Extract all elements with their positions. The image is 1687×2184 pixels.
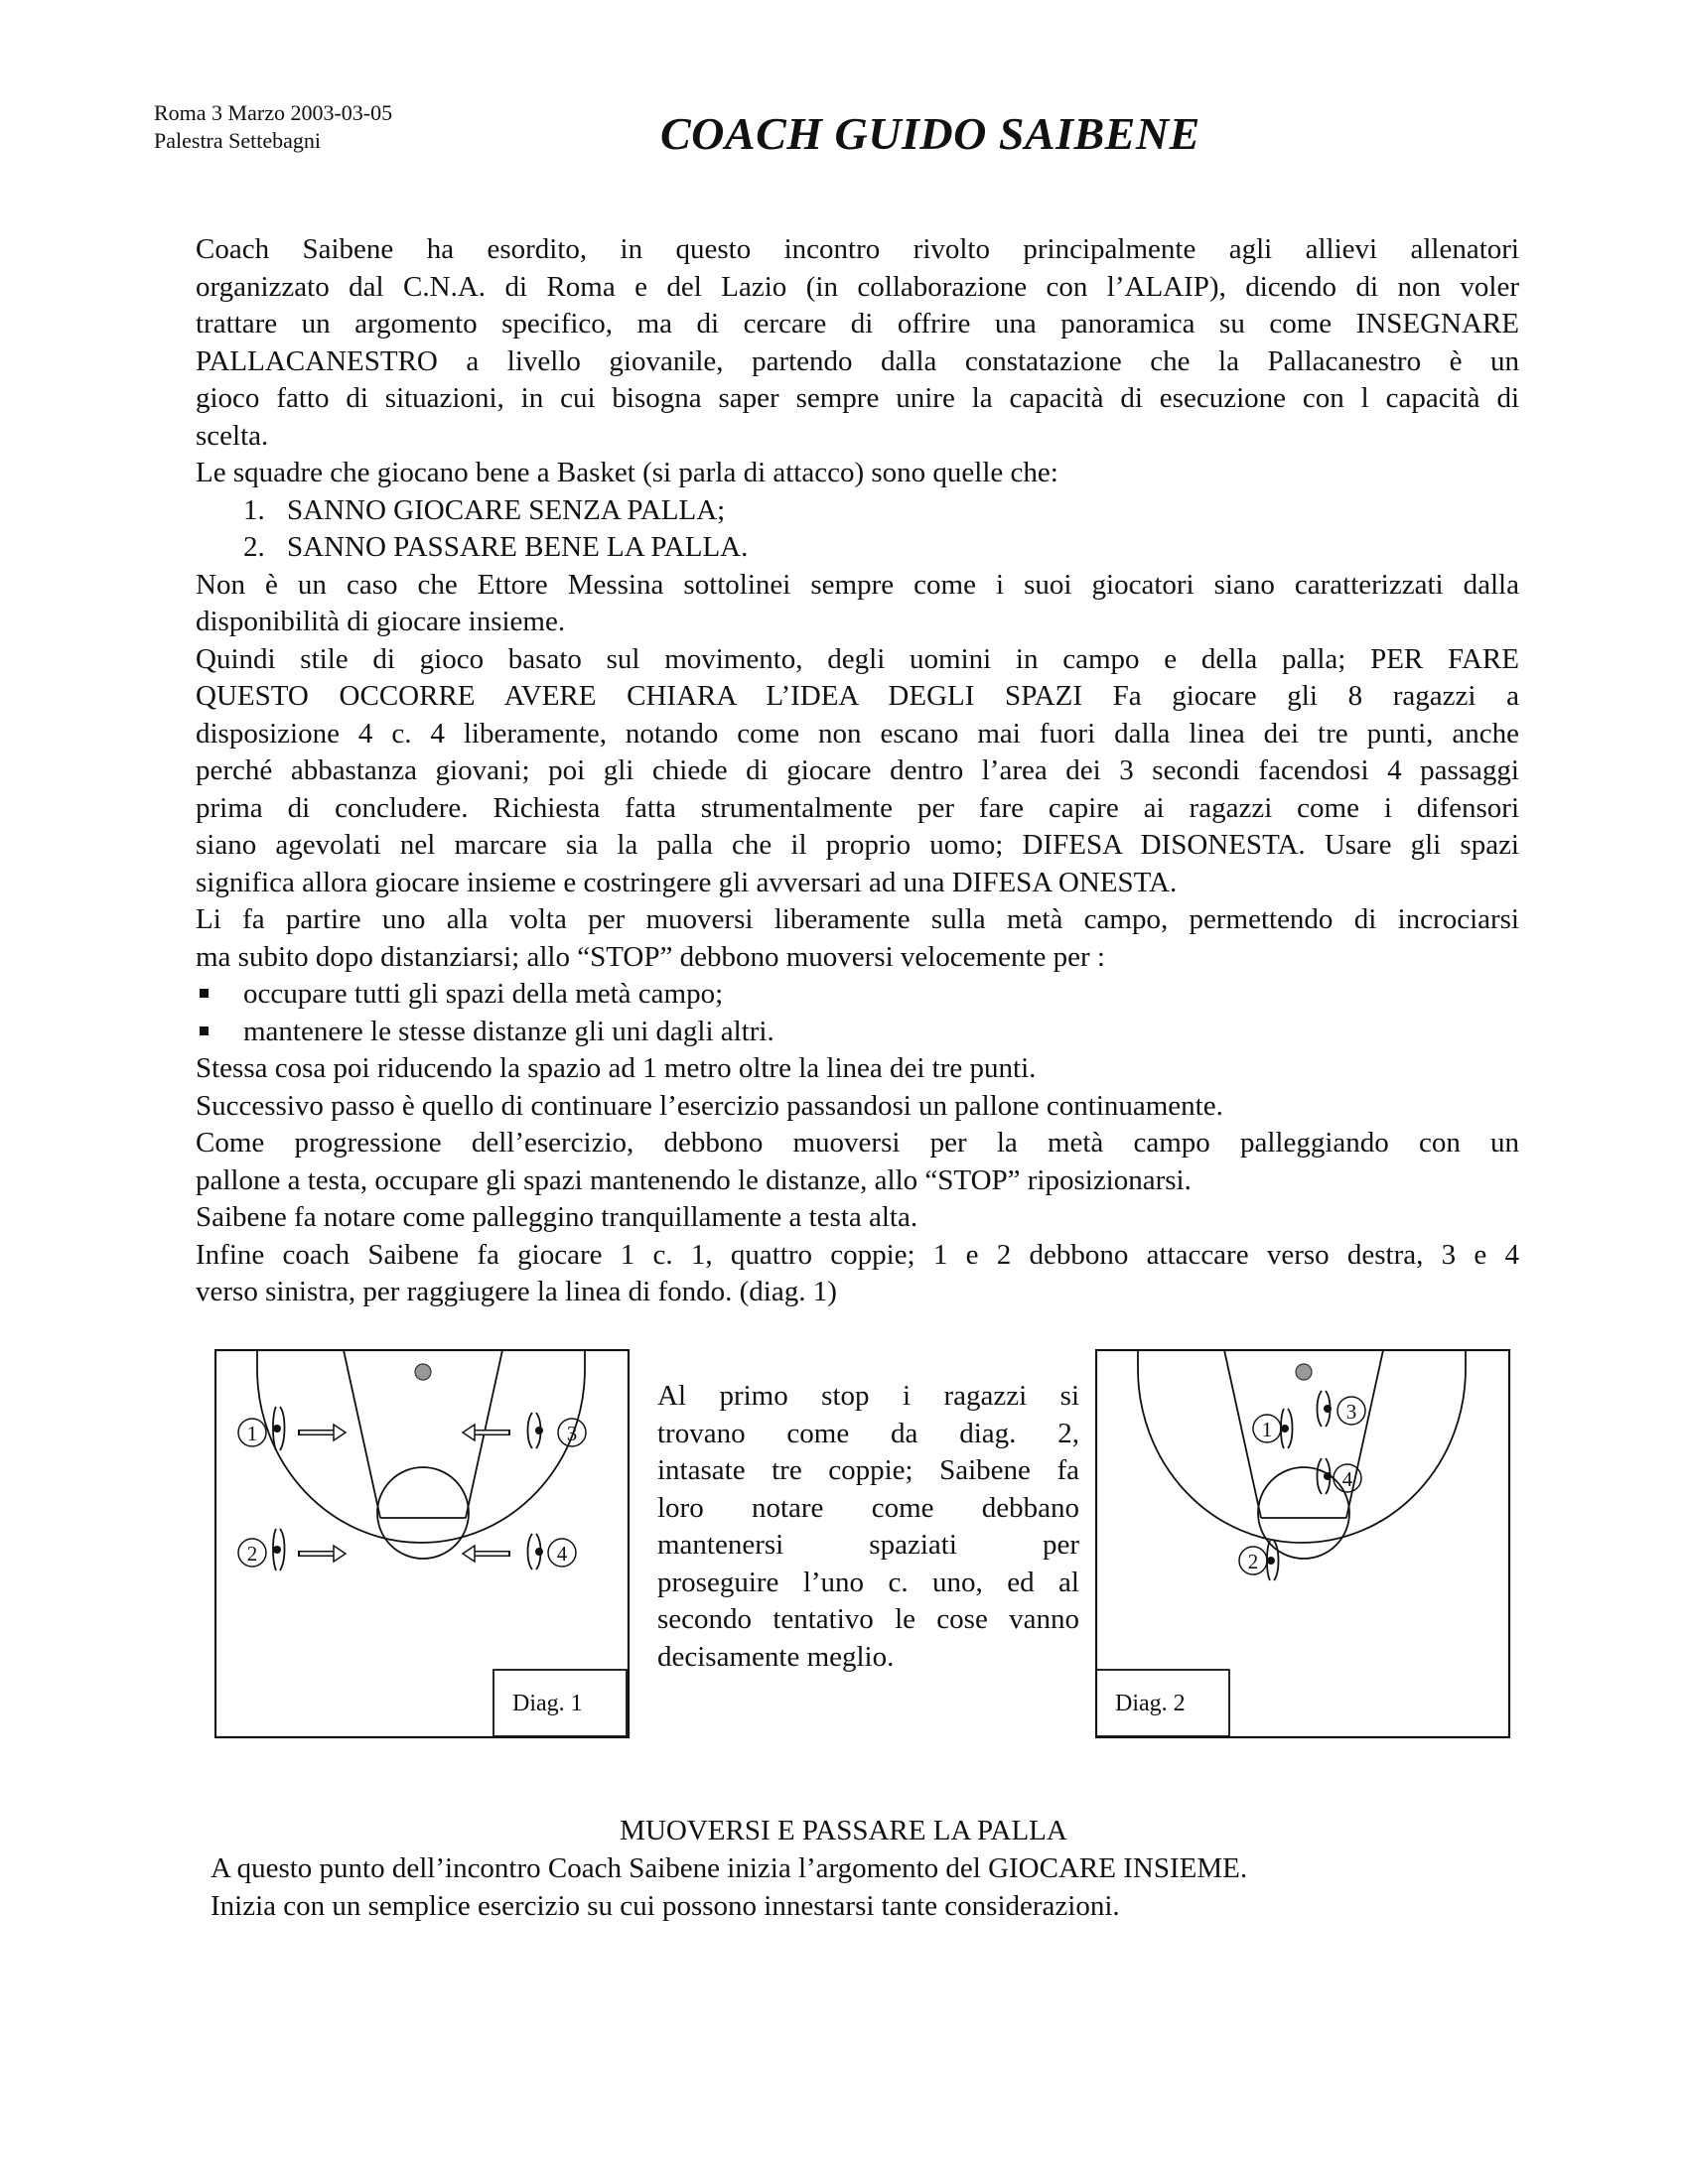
closing-paragraph xyxy=(211,1850,1247,1925)
list-item-number: 1. xyxy=(243,493,265,526)
progressione-line: Come progressione dell’esercizio, debbono muoversi per la metà campo palleggiando con un xyxy=(196,1127,1519,1159)
intro-line: Coach Saibene ha esordito, in questo incontro rivolto principalmente agli allievi allenatori xyxy=(196,233,1519,265)
stile-line: disposizione 4 c. 4 liberamente, notando come non escano mai fuori dalla linea dei tre punti, anche xyxy=(196,717,1519,750)
progressione-line: pallone a testa, occupare gli spazi mantenendo le distanze, allo “STOP” riposizionarsi. xyxy=(196,1163,1192,1196)
defender-icon xyxy=(273,1407,285,1450)
player-number: 4 xyxy=(556,1542,568,1566)
caption-line: proseguire l’uno c. uno, ed al xyxy=(657,1566,1079,1598)
intro-line: trattare un argomento specifico, ma di cercare di offrire una panoramica su come INSEGNARE xyxy=(196,308,1519,340)
infine-line: verso sinistra, per raggiugere la linea di fondo. (diag. 1) xyxy=(196,1276,837,1307)
list-item xyxy=(243,529,1519,567)
successivo-line: Successivo passo è quello di continuare l’esercizio passandosi un pallone continuamente. xyxy=(196,1089,1223,1122)
stile-line: prima di concludere. Richiesta fatta strumentalmente per fare capire ai ragazzi come i difensori xyxy=(196,791,1519,824)
defender-icon xyxy=(528,1534,544,1570)
caption-line: loro notare come debbano xyxy=(657,1491,1079,1524)
numbered-list xyxy=(196,492,1519,567)
diagram-caption-text xyxy=(657,1378,1079,1676)
court-diagram-2 xyxy=(1095,1349,1512,1741)
caption-line: Al primo stop i ragazzi si xyxy=(657,1380,1079,1412)
messina-line: Non è un caso che Ettore Messina sottolinei sempre come i suoi giocatori siano caratterizzati dalla xyxy=(196,568,1519,601)
court-diagram-1 xyxy=(214,1349,632,1741)
intro-line: PALLACANESTRO a livello giovanile, partendo dalla constatazione che la Pallacanestro è un xyxy=(196,344,1519,377)
stile-line: Quindi stile di gioco basato sul movimento, degli uomini in campo e della palla; PER FARE xyxy=(196,642,1519,675)
player-number: 3 xyxy=(566,1422,578,1445)
defender-icon xyxy=(528,1413,544,1448)
caption-line: mantenersi spaziati per xyxy=(657,1529,1079,1561)
page-title: COACH GUIDO SAIBENE xyxy=(660,108,1200,159)
diagram-1 xyxy=(214,1349,632,1741)
diagram-label: Diag. 1 xyxy=(512,1691,583,1716)
venue: Palestra Settebagni xyxy=(154,128,322,153)
bullet-item xyxy=(196,1014,1519,1051)
defender-icon xyxy=(1281,1409,1293,1448)
closing-line: Inizia con un semplice esercizio su cui possono innestarsi tante considerazioni. xyxy=(211,1889,1120,1922)
list-item-text: SANNO PASSARE BENE LA PALLA. xyxy=(287,531,749,563)
list-item-number: 2. xyxy=(243,531,265,563)
list-item-text: SANNO GIOCARE SENZA PALLA; xyxy=(287,493,726,526)
player-number: 2 xyxy=(246,1542,258,1566)
diagram-2 xyxy=(1095,1349,1512,1741)
bullet-text: occupare tutti gli spazi della metà campo; xyxy=(243,978,724,1010)
defender-icon xyxy=(1318,1458,1333,1494)
partire-line: ma subito dopo distanziarsi; allo “STOP” debbono muoversi velocemente per : xyxy=(196,940,1105,973)
messina-line: disponibilità di giocare insieme. xyxy=(196,606,566,637)
intro-line: scelta. xyxy=(196,419,269,452)
player-number: 3 xyxy=(1345,1400,1357,1424)
list-item xyxy=(243,492,1519,530)
player-number: 2 xyxy=(1247,1550,1259,1573)
closing-line: A questo punto dell’incontro Coach Saibene inizia l’argomento del GIOCARE INSIEME. xyxy=(211,1852,1248,1884)
infine-line: Infine coach Saibene fa giocare 1 c. 1, quattro coppie; 1 e 2 debbono attaccare verso destra, 3 e 4 xyxy=(196,1238,1519,1271)
stessa-line: Stessa cosa poi riducendo la spazio ad 1 metro oltre la linea dei tre punti. xyxy=(196,1052,1037,1084)
intro-line: gioco fatto di situazioni, in cui bisogna saper sempre unire la capacità di esecuzione con l capacità di xyxy=(196,382,1519,414)
caption-line: trovano come da diag. 2, xyxy=(657,1417,1079,1449)
document-header xyxy=(154,99,392,155)
stile-line: QUESTO OCCORRE AVERE CHIARA L’IDEA DEGLI SPAZI Fa giocare gli 8 ragazzi a xyxy=(196,680,1519,712)
squadre-line: Le squadre che giocano bene a Basket (si parla di attacco) sono quelle che: xyxy=(196,457,1058,488)
place-date: Roma 3 Marzo 2003-03-05 xyxy=(154,100,393,125)
player-number: 1 xyxy=(246,1422,258,1445)
diagram-label: Diag. 2 xyxy=(1115,1691,1186,1716)
defender-icon xyxy=(1318,1391,1333,1427)
defender-icon xyxy=(273,1529,285,1570)
article-body xyxy=(196,231,1519,1311)
bullet-square-icon xyxy=(200,989,209,998)
player-number: 1 xyxy=(1261,1418,1273,1441)
player-number: 4 xyxy=(1341,1467,1353,1491)
partire-line: Li fa partire uno alla volta per muoversi liberamente sulla metà campo, permettendo di incrociarsi xyxy=(196,903,1519,935)
caption-line: decisamente meglio. xyxy=(657,1640,895,1673)
bullet-square-icon xyxy=(200,1026,209,1035)
caption-line: secondo tentativo le cose vanno xyxy=(657,1603,1079,1635)
stile-line: perché abbastanza giovani; poi gli chiede di giocare dentro l’area dei 3 secondi facendosi 4 passaggi xyxy=(196,754,1519,786)
stile-line: significa allora giocare insieme e costringere gli avversari ad una DIFESA ONESTA. xyxy=(196,866,1178,898)
intro-line: organizzato dal C.N.A. di Roma e del Lazio (in collaborazione con l’ALAIP), dicendo di non voler xyxy=(196,270,1519,303)
notare-line: Saibene fa notare come palleggino tranquillamente a testa alta. xyxy=(196,1201,918,1233)
caption-line: intasate tre coppie; Saibene fa xyxy=(657,1454,1079,1486)
bullet-text: mantenere le stesse distanze gli uni dagli altri. xyxy=(243,1015,774,1047)
stile-line: siano agevolati nel marcare sia la palla che il proprio uomo; DIFESA DISONESTA. Usare gli spazi xyxy=(196,829,1519,861)
bullet-item xyxy=(196,976,1519,1014)
section-heading: MUOVERSI E PASSARE LA PALLA xyxy=(620,1815,1067,1846)
